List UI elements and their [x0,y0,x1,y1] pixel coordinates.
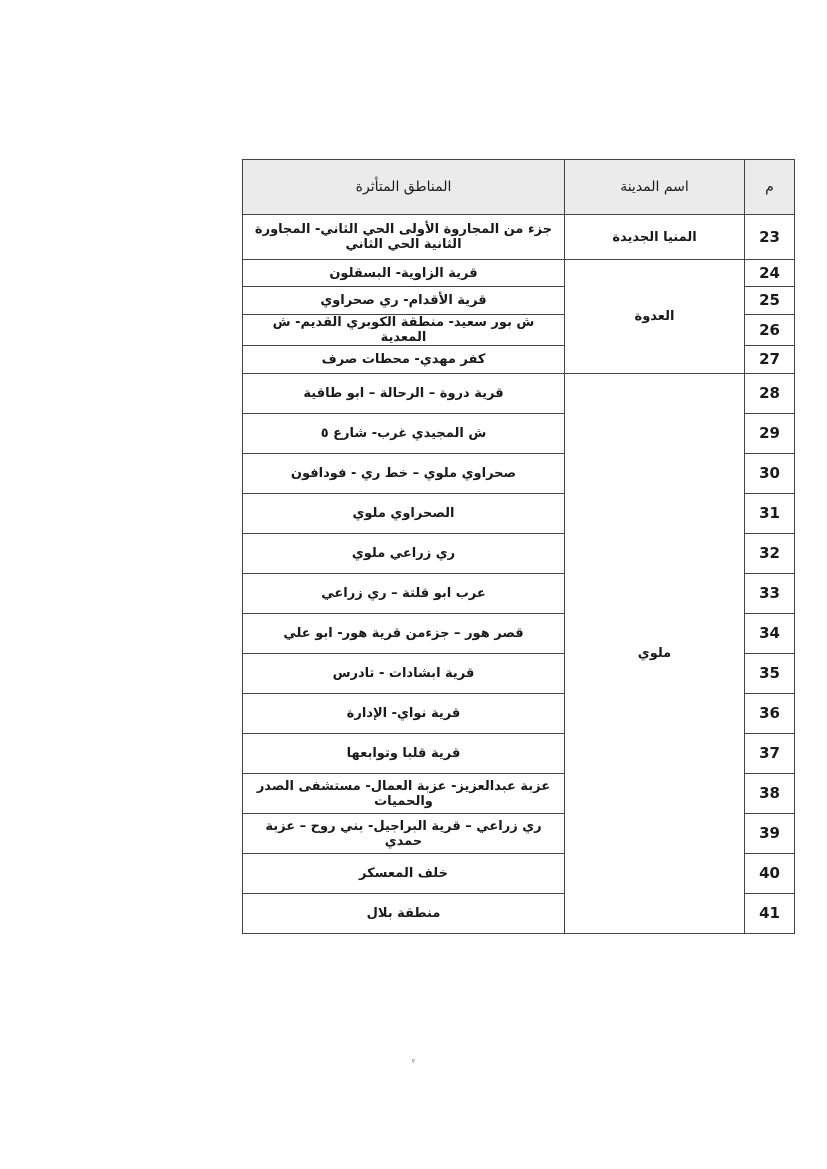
affected-area: عرب ابو قلتة – ري زراعي [243,574,565,614]
affected-area: كفر مهدي- محطات صرف [243,346,565,374]
row-number: 41 [745,894,795,934]
affected-area: قرية نواي- الإدارة [243,694,565,734]
header-num: م [745,160,795,215]
row-number: 40 [745,854,795,894]
row-number: 25 [745,287,795,315]
city-name: ملوي [565,374,745,934]
row-number: 32 [745,534,795,574]
affected-area: ري زراعي – قرية البراجيل- بني روح – عزبة حمدي [243,814,565,854]
row-number: 37 [745,734,795,774]
row-number: 24 [745,260,795,287]
city-name: العدوة [565,260,745,374]
affected-area: قرية ابشادات - تادرس [243,654,565,694]
row-number: 39 [745,814,795,854]
affected-area: قصر هور – جزءمن قرية هور- ابو علي [243,614,565,654]
row-number: 28 [745,374,795,414]
affected-area: الصحراوي ملوي [243,494,565,534]
row-number: 30 [745,454,795,494]
affected-area: قرية قلبا وتوابعها [243,734,565,774]
page-number: ٢ [411,1058,416,1065]
row-number: 35 [745,654,795,694]
affected-area: ش المجيدي غرب- شارع ٥ [243,414,565,454]
affected-area: ش بور سعيد- منطقة الكوبري القديم- ش المعدية [243,315,565,346]
affected-area: صحراوي ملوي – خط ري - فودافون [243,454,565,494]
row-number: 33 [745,574,795,614]
affected-area: منطقة بلال [243,894,565,934]
affected-area: قرية الأقدام- ري صحراوي [243,287,565,315]
table-row [243,215,795,260]
affected-area: قرية الزاوية- البسقلون [243,260,565,287]
row-number: 36 [745,694,795,734]
row-number: 23 [745,215,795,260]
row-number: 34 [745,614,795,654]
header-row [243,160,795,215]
table-row [243,374,795,414]
table-row [243,260,795,287]
row-number: 29 [745,414,795,454]
affected-area: عزبة عبدالعزيز- عزبة العمال- مستشفى الصدر والحميات [243,774,565,814]
row-number: 27 [745,346,795,374]
table-body [243,215,795,934]
header-areas: المناطق المتأثرة [243,160,565,215]
affected-area: قرية دروة – الرحالة – ابو طاقية [243,374,565,414]
affected-area: خلف المعسكر [243,854,565,894]
affected-area: جزء من المجاروة الأولى الحي الثاني- المجاورة الثانية الحي الثاني [243,215,565,260]
affected-areas-table [242,159,795,934]
row-number: 31 [745,494,795,534]
row-number: 26 [745,315,795,346]
header-city: اسم المدينة [565,160,745,215]
row-number: 38 [745,774,795,814]
city-name: المنيا الجديدة [565,215,745,260]
affected-area: ري زراعي ملوي [243,534,565,574]
